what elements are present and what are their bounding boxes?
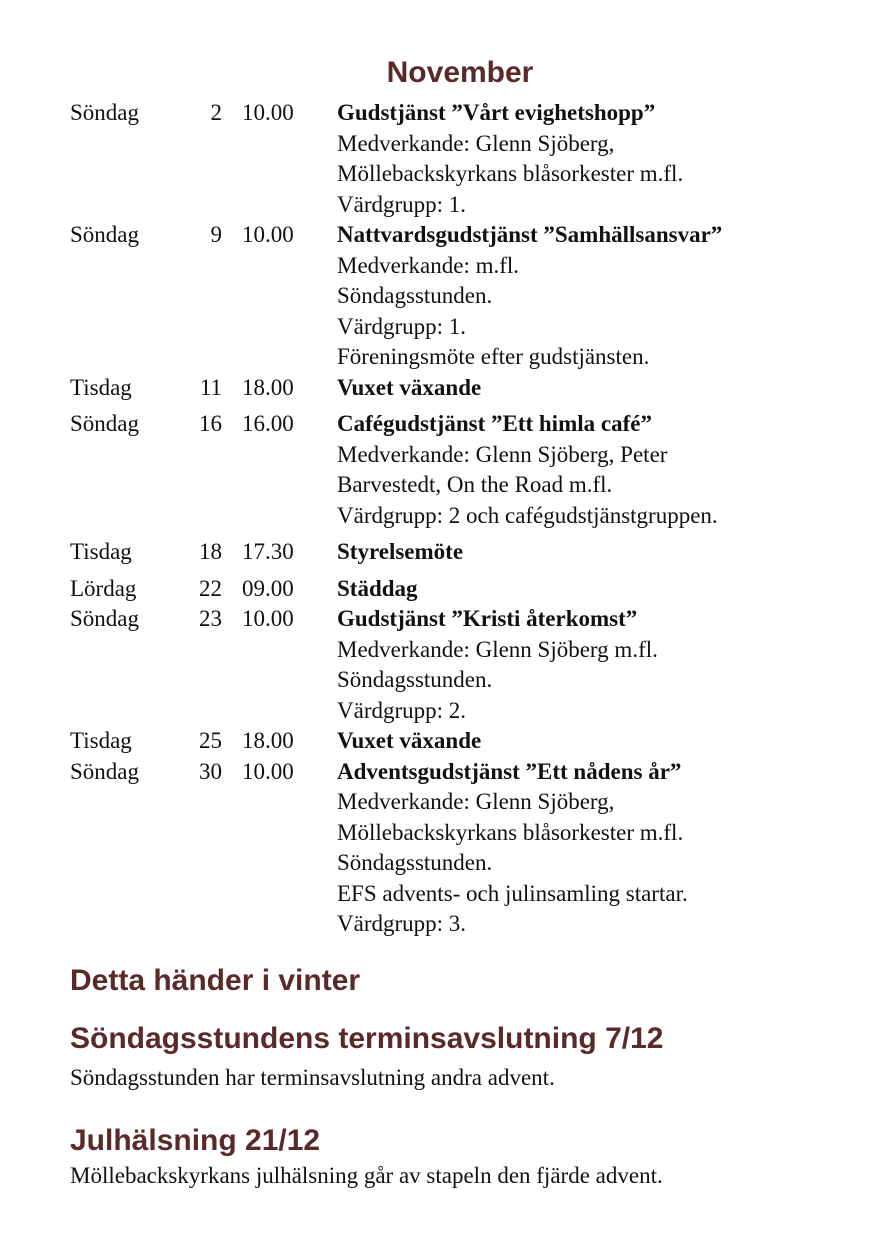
christmas-text: Möllebackskyrkans julhälsning går av stapeln den fjärde advent. bbox=[70, 1163, 663, 1188]
event-row bbox=[70, 757, 860, 940]
christmas-heading: Julhälsning 21/12 bbox=[70, 1124, 321, 1157]
event-body bbox=[337, 373, 860, 404]
event-body bbox=[337, 757, 860, 940]
event-title: Styrelsemöte bbox=[337, 539, 464, 564]
term-end-heading: Söndagsstundens terminsavslutning 7/12 bbox=[70, 1022, 664, 1055]
event-body bbox=[337, 220, 860, 373]
event-body bbox=[337, 604, 860, 726]
event-body bbox=[337, 409, 860, 531]
event-row bbox=[70, 373, 860, 404]
event-detail: Medverkande: Glenn Sjöberg, bbox=[337, 789, 615, 814]
event-row bbox=[70, 537, 860, 568]
winter-heading: Detta händer i vinter bbox=[70, 964, 361, 997]
event-detail: Möllebackskyrkans blåsorkester m.fl. bbox=[337, 161, 684, 186]
event-time: 17.30 bbox=[242, 539, 294, 564]
event-detail: Värdgrupp: 2. bbox=[337, 697, 467, 723]
event-row bbox=[70, 726, 860, 757]
event-detail: Söndagsstunden. bbox=[337, 667, 493, 692]
event-date: 2 bbox=[210, 100, 222, 125]
event-day: Lördag bbox=[70, 575, 137, 601]
event-title: Vuxet växande bbox=[337, 374, 482, 400]
event-time: 10.00 bbox=[242, 222, 294, 247]
event-detail: Värdgrupp: 3. bbox=[337, 911, 467, 936]
event-time: 10.00 bbox=[242, 100, 294, 125]
event-day: Söndag bbox=[70, 606, 139, 631]
event-body bbox=[337, 537, 860, 568]
event-day: Tisdag bbox=[70, 374, 132, 400]
event-row bbox=[70, 574, 860, 605]
event-detail: Barvestedt, On the Road m.fl. bbox=[337, 472, 613, 497]
event-detail: Medverkande: Glenn Sjöberg, bbox=[337, 130, 615, 156]
event-day: Tisdag bbox=[70, 728, 132, 753]
event-day: Söndag bbox=[70, 222, 139, 247]
term-end-text: Söndagsstunden har terminsavslutning andra advent. bbox=[70, 1065, 555, 1090]
event-time: 18.00 bbox=[242, 728, 294, 753]
event-detail: EFS advents- och julinsamling startar. bbox=[337, 880, 688, 906]
event-time: 10.00 bbox=[242, 758, 294, 784]
event-title: Vuxet växande bbox=[337, 728, 482, 753]
event-row bbox=[70, 409, 860, 531]
event-day: Söndag bbox=[70, 100, 139, 125]
event-detail: Medverkande: m.fl. bbox=[337, 252, 520, 278]
event-detail: Föreningsmöte efter gudstjänsten. bbox=[337, 344, 650, 369]
event-body bbox=[337, 726, 860, 757]
event-date: 11 bbox=[199, 374, 222, 400]
event-date: 18 bbox=[199, 539, 222, 564]
event-date: 25 bbox=[199, 728, 222, 753]
event-detail: Medverkande: Glenn Sjöberg m.fl. bbox=[337, 636, 658, 662]
event-title: Gudstjänst ”Kristi återkomst” bbox=[337, 606, 638, 631]
event-body bbox=[337, 98, 860, 220]
event-detail: Värdgrupp: 1. bbox=[337, 313, 467, 339]
event-time: 16.00 bbox=[242, 411, 294, 436]
event-detail: Möllebackskyrkans blåsorkester m.fl. bbox=[337, 819, 684, 845]
event-time: 09.00 bbox=[242, 575, 294, 601]
event-row bbox=[70, 604, 860, 726]
event-detail: Värdgrupp: 1. bbox=[337, 191, 467, 217]
event-detail: Söndagsstunden. bbox=[337, 850, 493, 875]
event-title: Cafégudstjänst ”Ett himla café” bbox=[337, 411, 652, 436]
event-title: Nattvardsgudstjänst ”Samhällsansvar” bbox=[337, 222, 723, 247]
month-title: November bbox=[386, 56, 534, 89]
event-detail: Värdgrupp: 2 och cafégudstjänstgruppen. bbox=[337, 502, 718, 528]
event-date: 23 bbox=[199, 606, 222, 631]
event-title: Adventsgudstjänst ”Ett nådens år” bbox=[337, 758, 682, 784]
event-date: 22 bbox=[199, 575, 222, 601]
event-date: 16 bbox=[199, 411, 222, 436]
event-row bbox=[70, 98, 860, 220]
event-detail: Söndagsstunden. bbox=[337, 283, 493, 308]
event-day: Söndag bbox=[70, 758, 139, 784]
event-row bbox=[70, 220, 860, 373]
event-day: Tisdag bbox=[70, 539, 132, 564]
event-date: 9 bbox=[210, 222, 222, 247]
event-time: 18.00 bbox=[242, 374, 294, 400]
event-body bbox=[337, 574, 860, 605]
event-schedule bbox=[70, 98, 860, 940]
event-detail: Medverkande: Glenn Sjöberg, Peter bbox=[337, 441, 668, 467]
event-date: 30 bbox=[199, 758, 222, 784]
event-time: 10.00 bbox=[242, 606, 294, 631]
event-title: Städdag bbox=[337, 575, 418, 601]
event-title: Gudstjänst ”Vårt evighetshopp” bbox=[337, 100, 656, 125]
event-day: Söndag bbox=[70, 411, 139, 436]
